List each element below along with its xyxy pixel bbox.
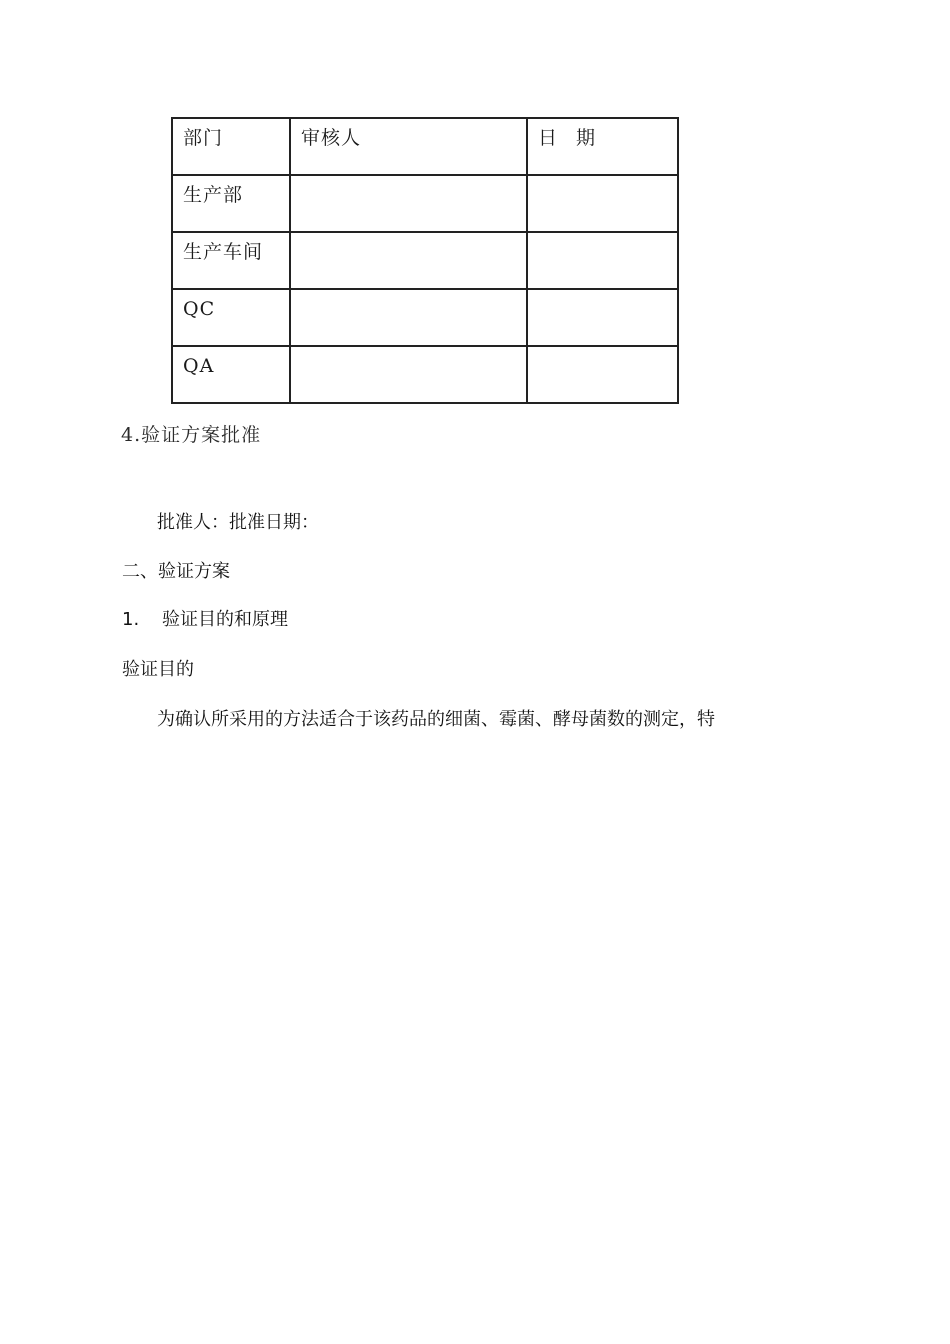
department-cell: 生产部 [172,175,290,232]
date-cell [527,289,678,346]
date-cell [527,175,678,232]
date-cell [527,232,678,289]
reviewer-cell [290,175,527,232]
table-row [172,346,678,403]
reviewer-cell [290,346,527,403]
table-row [172,289,678,346]
date-cell [527,346,678,403]
approval-heading: 4.验证方案批准 [121,424,262,446]
review-table [171,117,679,404]
item-title: 验证目的和原理 [162,609,288,630]
approver-line: 批准人：批准日期： [157,512,319,533]
item-number: 1. [122,609,140,630]
body-paragraph: 为确认所采用的方法适合于该药品的细菌、霉菌、酵母菌数的测定，特 [157,709,715,730]
table-row [172,175,678,232]
department-cell: QA [172,346,290,403]
sub-heading: 验证目的 [122,659,194,680]
reviewer-cell [290,232,527,289]
section-heading: 二、验证方案 [122,561,230,582]
department-cell: QC [172,289,290,346]
item-heading [122,605,288,631]
reviewer-cell [290,289,527,346]
table-row [172,232,678,289]
table-header-row [172,118,678,175]
header-reviewer: 审核人 [290,118,527,175]
department-cell: 生产车间 [172,232,290,289]
header-date: 日 期 [527,118,678,175]
header-department: 部门 [172,118,290,175]
